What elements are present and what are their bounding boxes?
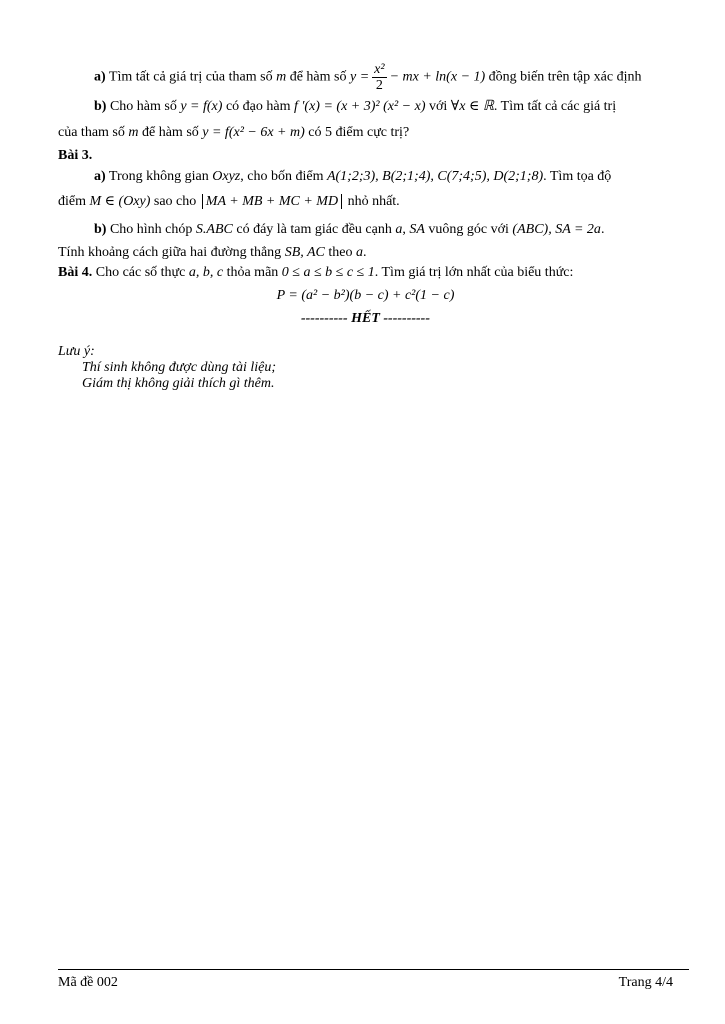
edge-sa: SA <box>409 222 425 237</box>
problem-3b-line2 <box>58 244 673 262</box>
problem-3a-line1 <box>94 168 673 186</box>
lines-sb-ac: SB, AC <box>284 245 325 260</box>
note-line-1: Thí sinh không được dùng tài liệu; <box>82 360 276 375</box>
problem-4-text3: . Tìm giá trị lớn nhất của biểu thức: <box>374 265 574 280</box>
exam-code: Mã đề 002 <box>58 975 118 990</box>
problem-3b-line2-text1: Tính khoảng cách giữa hai đường thẳng <box>58 245 282 260</box>
problem-2b-line2-text1: của tham số <box>58 125 125 140</box>
problem-2b-label: b) <box>94 99 107 114</box>
fraction <box>372 62 386 93</box>
problem-2b-line2 <box>58 124 673 142</box>
side-a: a <box>395 222 403 237</box>
problem-3a-line2-text1: điểm <box>58 194 86 209</box>
problem-3a-line2-text2: sao cho <box>153 194 197 209</box>
problem-3b-line2-text3: . <box>363 245 367 260</box>
fraction-numerator: x² <box>374 62 385 77</box>
end-mark: ---------- HẾT ---------- <box>300 311 431 326</box>
func-y-prefix: y = <box>349 69 370 85</box>
plane-abc-condition: (ABC), SA = 2a <box>512 222 601 237</box>
problem-2a-text2: để hàm số <box>289 69 347 85</box>
problem-2b-text3: với <box>429 99 448 114</box>
expression-p: P = (a² − b²)(b − c) + c²(1 − c) <box>276 288 455 303</box>
func-y-rest: − mx + ln(x − 1) <box>389 69 486 85</box>
func-f: y = f(x) <box>180 99 223 114</box>
problem-3b-line2-text2: theo <box>328 245 353 260</box>
page-number: Trang 4/4 <box>618 975 673 990</box>
fraction-denominator: 2 <box>375 78 383 93</box>
problem-3a-text3: . Tìm tọa độ <box>543 169 612 184</box>
pyramid-sabc: S.ABC <box>195 222 233 237</box>
problem-2a-line <box>94 62 673 93</box>
problem-2b-text4: . Tìm tất cả các giá trị <box>493 99 617 114</box>
derivative-formula: f ′(x) = (x + 3)² (x² − x) <box>293 99 426 114</box>
problem-2a-text1: Tìm tất cả giá trị của tham số <box>108 69 273 85</box>
problem-3b-text3: , <box>402 222 406 237</box>
problem-3b-text1: Cho hình chóp <box>109 222 193 237</box>
problem-4-text1: Cho các số thực <box>95 265 186 280</box>
problem-3a-label: a) <box>94 169 106 184</box>
vars-abc: a, b, c <box>188 265 224 280</box>
problem-2b-line2-text3: có 5 điểm cực trị? <box>308 125 410 140</box>
problem-3a-text2: , cho bốn điểm <box>240 169 324 184</box>
problem-3a-line2-text3: nhỏ nhất. <box>347 194 400 209</box>
problem-2b-line1 <box>94 98 673 116</box>
problem-3b-text4: vuông góc với <box>428 222 509 237</box>
problem-2a-text3: đồng biến trên tập xác định <box>488 69 642 85</box>
forall-domain: ∀x ∈ ℝ <box>450 99 494 114</box>
problem-3b-label: b) <box>94 222 107 237</box>
footer-divider <box>58 969 689 970</box>
problem-3b-line1 <box>94 221 673 239</box>
param-m-2: m <box>128 125 139 140</box>
problem-4-heading: Bài 4. <box>58 265 93 280</box>
problem-3b-text5: . <box>600 222 605 237</box>
point-m-in-plane: M ∈ (Oxy) <box>89 194 151 209</box>
problem-2a-label: a) <box>94 69 106 85</box>
problem-3-heading: Bài 3. <box>58 148 93 163</box>
side-a-2: a <box>356 245 363 260</box>
problem-2b-line2-text2: để hàm số <box>142 125 199 140</box>
problem-3b-text2: có đáy là tam giác đều cạnh <box>236 222 392 237</box>
problem-4-line <box>58 264 673 282</box>
problem-4-text2: thỏa mãn <box>226 265 279 280</box>
param-m: m <box>276 69 287 85</box>
problem-3a-line2 <box>58 193 673 211</box>
note-line-2: Giám thị không giải thích gì thêm. <box>82 376 275 391</box>
composite-func: y = f(x² − 6x + m) <box>202 125 305 140</box>
problem-2b-text1: Cho hàm số <box>109 99 177 114</box>
problem-3a-text1: Trong không gian <box>108 169 209 184</box>
note-title: Lưu ý: <box>58 344 95 359</box>
inequality-condition: 0 ≤ a ≤ b ≤ c ≤ 1 <box>281 265 375 280</box>
problem-2b-text2: có đạo hàm <box>225 99 291 114</box>
vector-sum-abs: MA + MB + MC + MD <box>202 194 342 209</box>
four-points: A(1;2;3), B(2;1;4), C(7;4;5), D(2;1;8) <box>326 169 544 184</box>
space-oxyz: Oxyz <box>212 169 241 184</box>
